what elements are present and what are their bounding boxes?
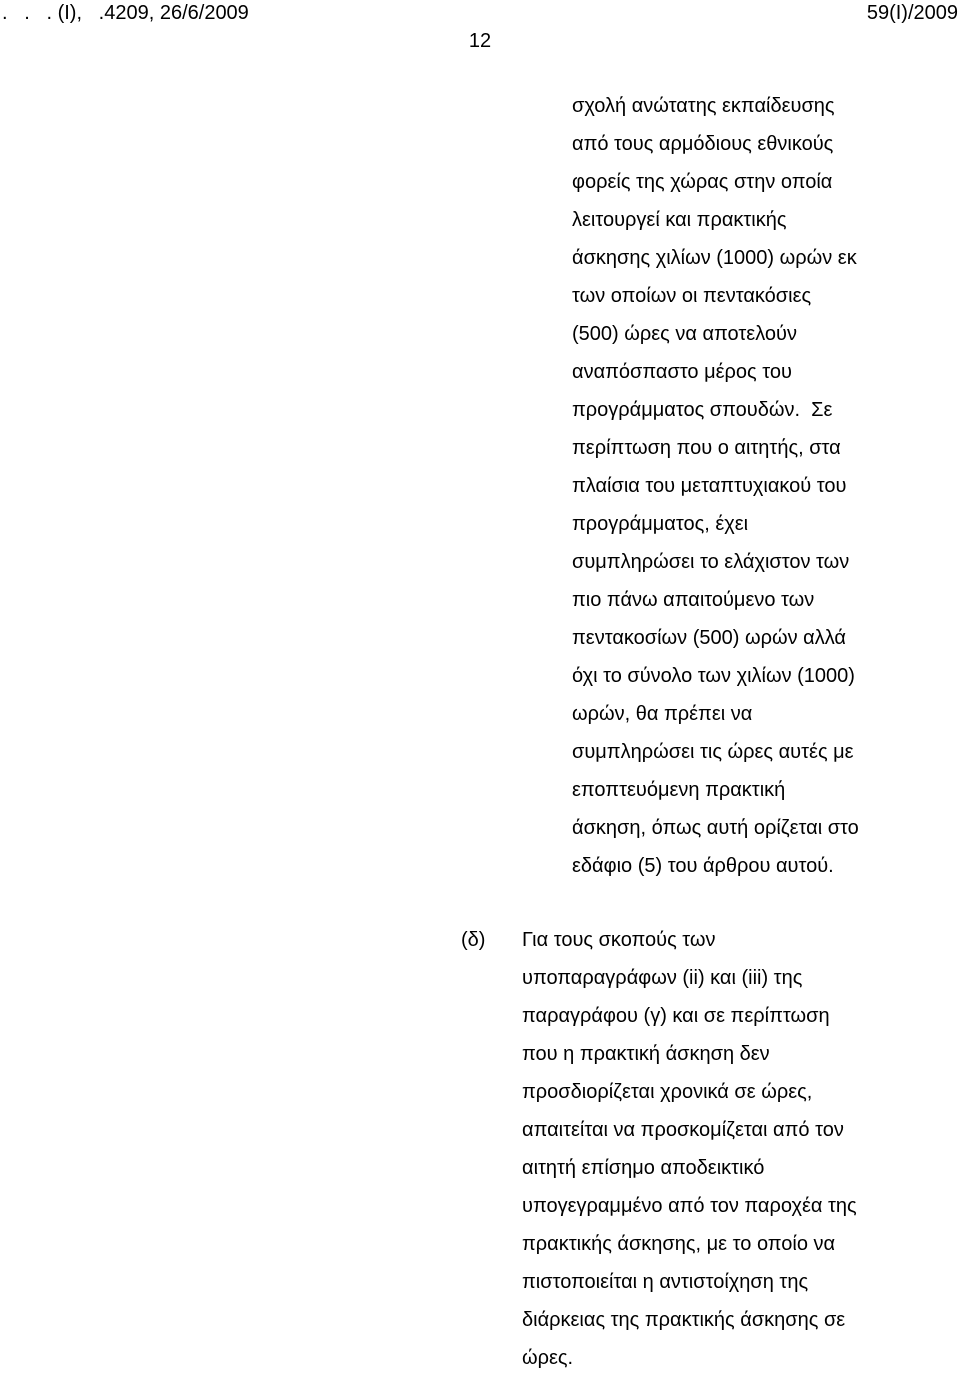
paragraph-line: εποπτευόμενη πρακτική (572, 779, 786, 801)
paragraph-line: Για τους σκοπούς των (522, 929, 716, 951)
paragraph-line: πρακτικής άσκησης, με το οποίο να (522, 1233, 836, 1255)
paragraph-line: από τους αρμόδιους εθνικούς (572, 133, 834, 155)
paragraph-line: απαιτείται να προσκομίζεται από τον (522, 1119, 844, 1141)
paragraph-d (522, 921, 957, 1377)
paragraph-line: φορείς της χώρας στην οποία (572, 171, 833, 193)
paragraph-line: προσδιορίζεται χρονικά σε ώρες, (522, 1081, 813, 1103)
paragraph-line: περίπτωση που ο αιτητής, στα (572, 437, 841, 459)
paragraph-line: εδάφιο (5) του άρθρου αυτού. (572, 855, 834, 877)
paragraph-line: άσκηση, όπως αυτή ορίζεται στο (572, 817, 859, 839)
paragraph-line: (500) ώρες να αποτελούν (572, 323, 797, 345)
paragraph-line: των οποίων οι πεντακόσιες (572, 285, 812, 307)
continuation-paragraph (572, 87, 957, 885)
paragraph-line: αιτητή επίσημο αποδεικτικό (522, 1157, 765, 1179)
paragraph-line: πεντακοσίων (500) ωρών αλλά (572, 627, 846, 649)
paragraph-line: πιο πάνω απαιτούμενο των (572, 589, 815, 611)
paragraph-line: ωρών, θα πρέπει να (572, 703, 753, 725)
paragraph-line: παραγράφου (γ) και σε περίπτωση (522, 1005, 830, 1027)
paragraph-line: που η πρακτική άσκηση δεν (522, 1043, 770, 1065)
page-number: 12 (468, 30, 492, 52)
paragraph-line: λειτουργεί και πρακτικής (572, 209, 787, 231)
paragraph-marker: (δ) (461, 929, 486, 951)
paragraph-line: αναπόσπαστο μέρος του (572, 361, 792, 383)
header-gazette-reference: . . . (Ι), .4209, 26/6/2009 (2, 2, 249, 24)
paragraph-line: προγράμματος, έχει (572, 513, 749, 535)
paragraph-line: διάρκειας της πρακτικής άσκησης σε (522, 1309, 846, 1331)
paragraph-line: πιστοποιείται η αντιστοίχηση της (522, 1271, 809, 1293)
paragraph-line: συμπληρώσει το ελάχιστον των (572, 551, 850, 573)
paragraph-line: άσκησης χιλίων (1000) ωρών εκ (572, 247, 857, 269)
paragraph-line: ώρες. (522, 1347, 574, 1369)
header-law-number: 59(Ι)/2009 (866, 2, 958, 24)
paragraph-line: υποπαραγράφων (ii) και (iii) της (522, 967, 803, 989)
paragraph-line: υπογεγραμμένο από τον παροχέα της (522, 1195, 857, 1217)
paragraph-line: σχολή ανώτατης εκπαίδευσης (572, 95, 835, 117)
paragraph-line: όχι το σύνολο των χιλίων (1000) (572, 665, 855, 687)
paragraph-line: προγράμματος σπουδών. Σε (572, 399, 833, 421)
paragraph-line: συμπληρώσει τις ώρες αυτές με (572, 741, 854, 763)
paragraph-line: πλαίσια του μεταπτυχιακού του (572, 475, 847, 497)
